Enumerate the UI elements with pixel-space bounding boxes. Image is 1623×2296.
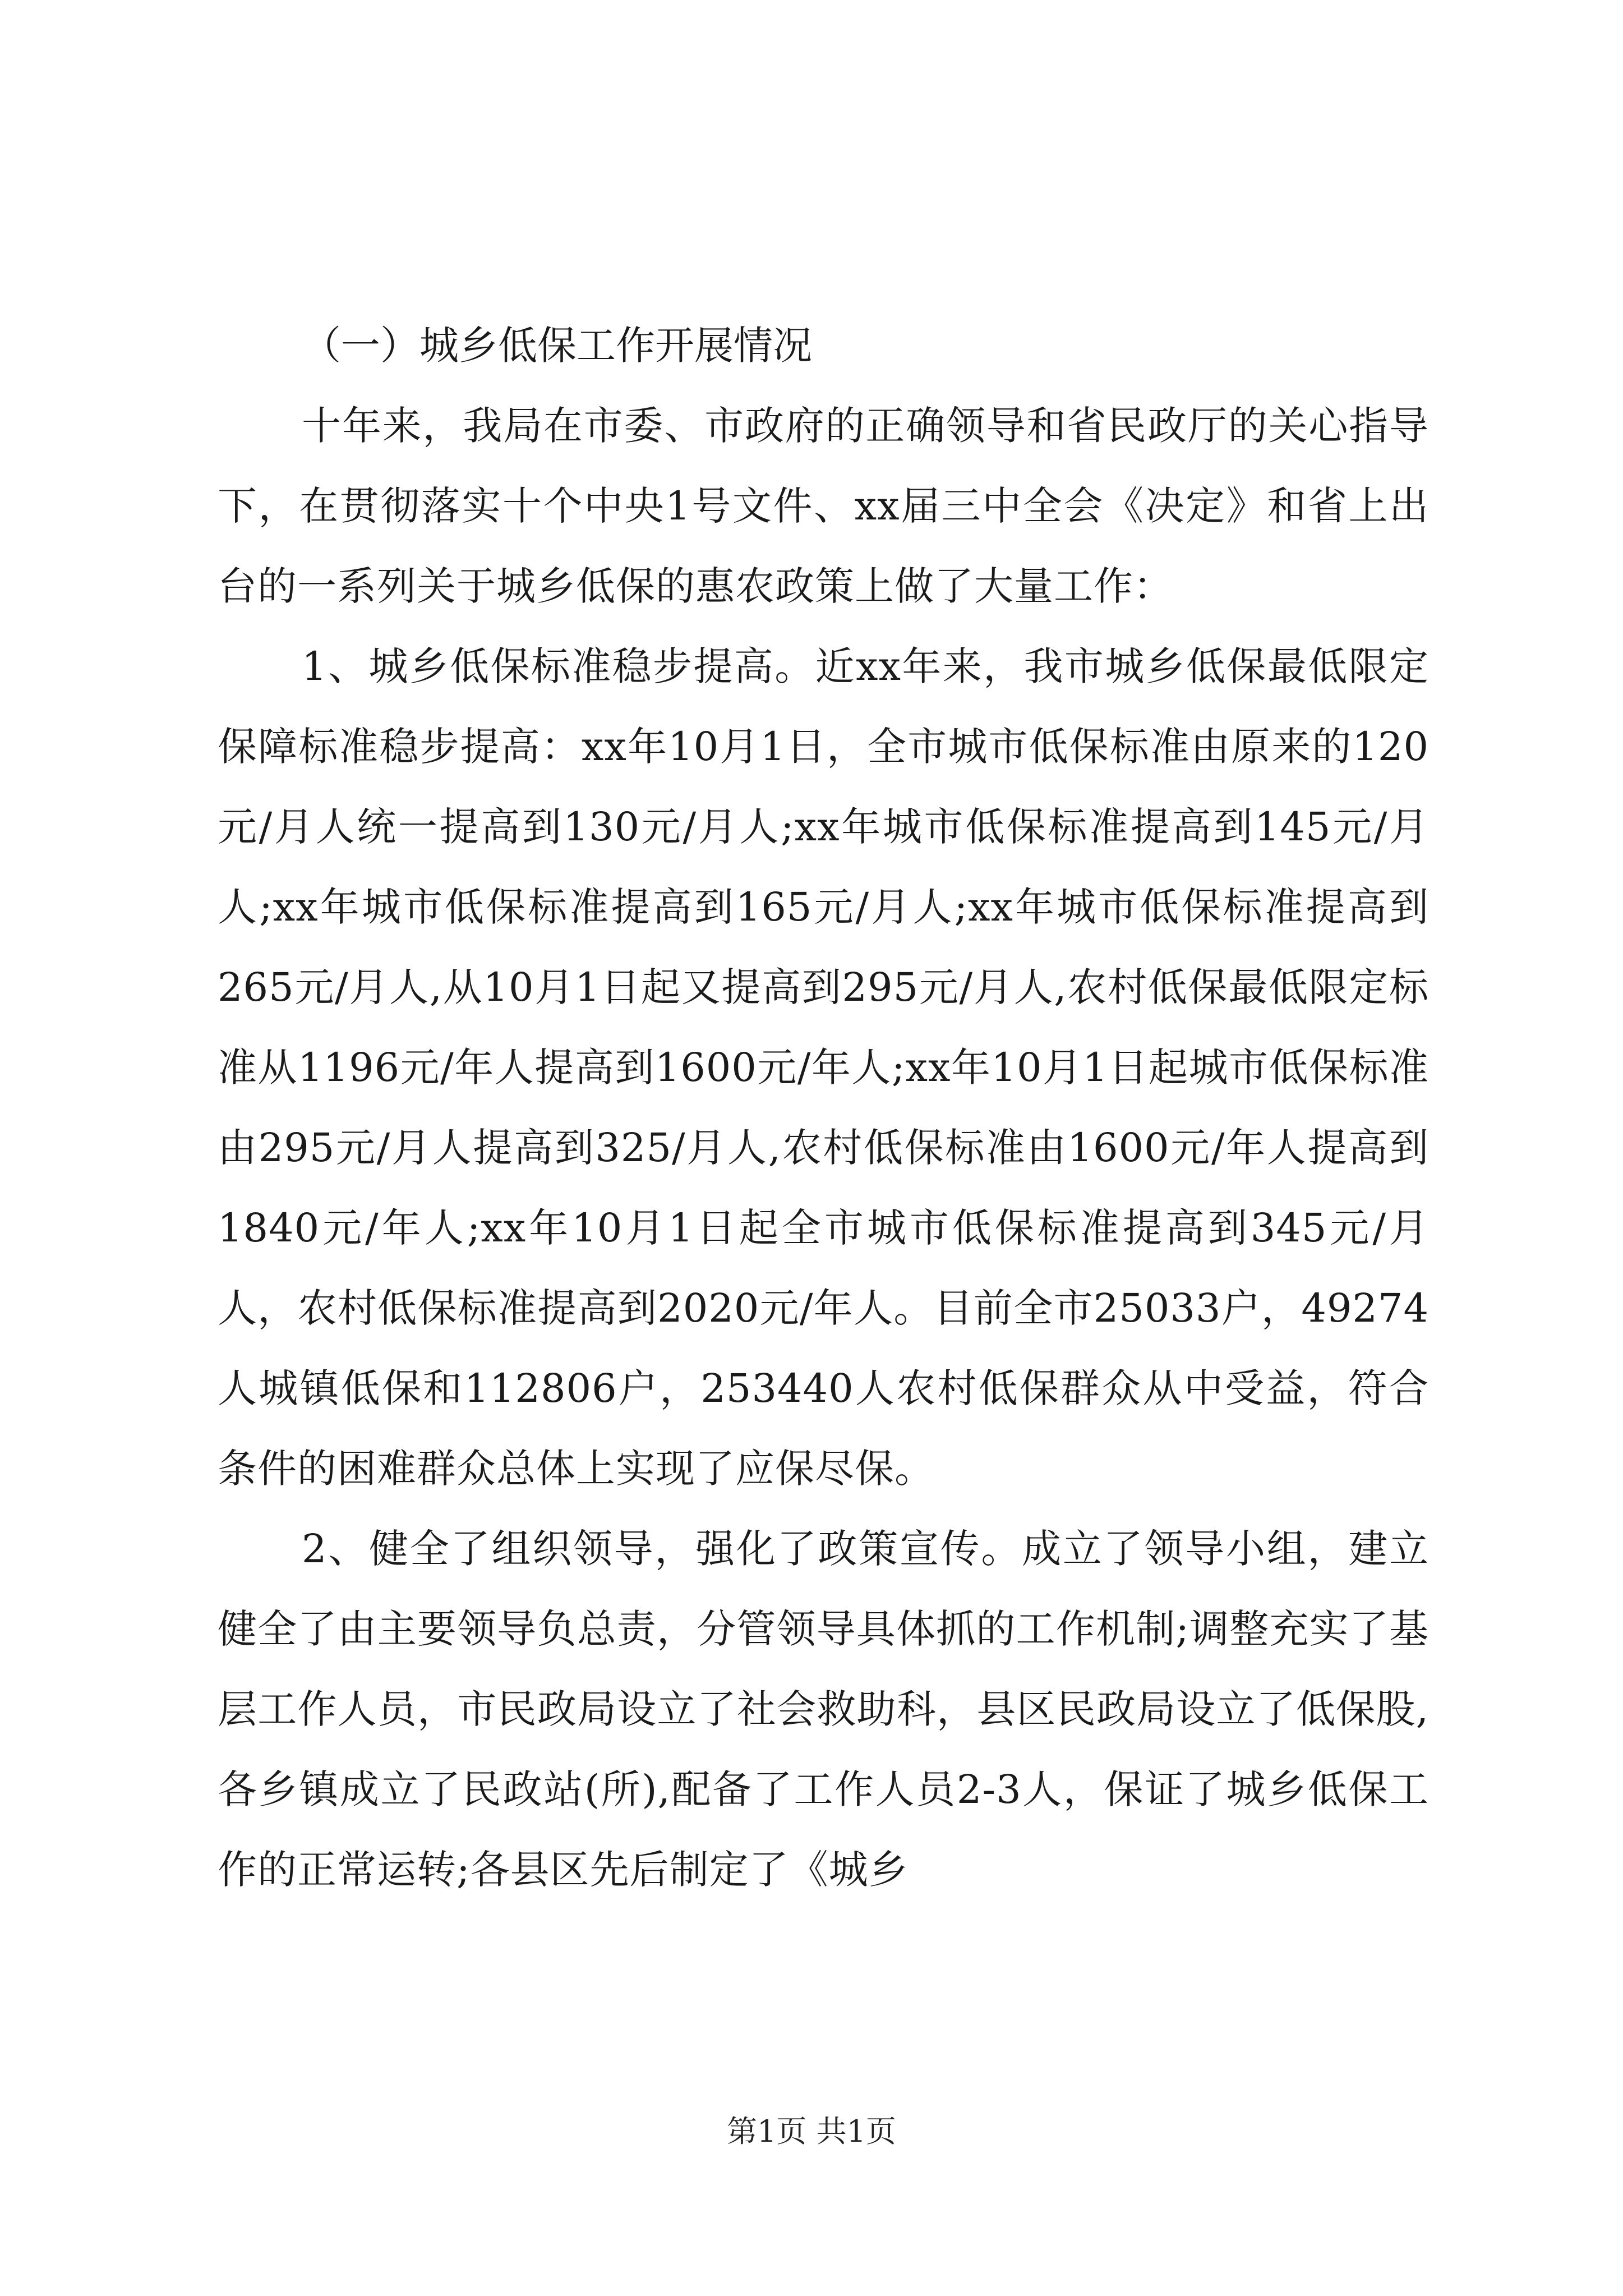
page-footer: 第1页 共1页: [727, 2114, 896, 2149]
document-body: [218, 306, 1429, 1910]
paragraph-standards: 1、城乡低保标准稳步提高。近xx年来，我市城乡低保最低限定保障标准稳步提高：xx年10月1日，全市城市低保标准由原来的120元/月人统一提高到130元/月人;xx年城市低保标准提高到145元/月人;xx年城市低保标准提高到165元/月人;xx年城市低保标准提高到265元/月人,从10月1日起又提高到295元/月人,农村低保最低限定标准从1196元/年人提高到1600元/年人;xx年10月1日起城市低保标准由295元/月人提高到325/月人,农村低保标准由1600元/年人提高到1840元/年人;xx年10月1日起全市城市低保标准提高到345元/月人，农村低保标准提高到2020元/年人。目前全市25033户，49274人城镇低保和112806户，253440人农村低保群众从中受益，符合条件的困难群众总体上实现了应保尽保。: [218, 643, 1429, 1492]
section-heading: （一）城乡低保工作开展情况: [302, 323, 812, 369]
paragraph-intro: 十年来，我局在市委、市政府的正确领导和省民政厅的关心指导下，在贯彻落实十个中央1号文件、xx届三中全会《决定》和省上出台的一系列关于城乡低保的惠农政策上做了大量工作：: [218, 403, 1429, 609]
paragraph-organization: 2、健全了组织领导，强化了政策宣传。成立了领导小组，建立健全了由主要领导负总责，分管领导具体抓的工作机制;调整充实了基层工作人员，市民政局设立了社会救助科，县区民政局设立了低保股,各乡镇成立了民政站(所),配备了工作人员2-3人，保证了城乡低保工作的正常运转;各县区先后制定了《城乡: [218, 1526, 1429, 1893]
